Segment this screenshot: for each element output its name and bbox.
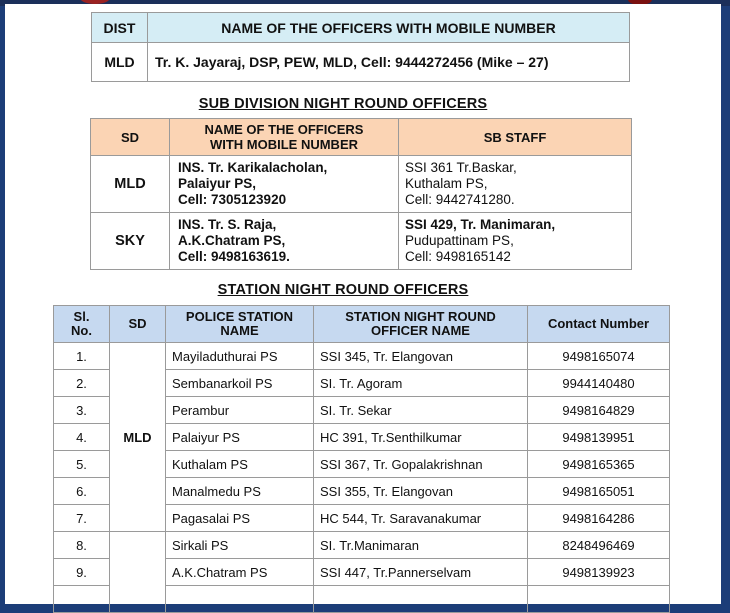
table-row — [91, 213, 632, 270]
dist-cell: MLD — [92, 43, 148, 82]
document-page — [5, 4, 721, 604]
table-row: 4. Palaiyur PS HC 391, Tr.Senthilkumar 9498139951 — [54, 424, 670, 451]
station-officer-table — [53, 305, 670, 613]
table-row: 6. Manalmedu PS SSI 355, Tr. Elangovan 9498165051 — [54, 478, 670, 505]
night-round-officer-header: STATION NIGHT ROUND OFFICER NAME — [314, 306, 528, 343]
section-title-station: STATION NIGHT ROUND OFFICERS — [217, 282, 469, 298]
table-row: 3. Perambur SI. Tr. Sekar 9498164829 — [54, 397, 670, 424]
sd-cell: MLD — [91, 156, 170, 213]
officer-cell: INS. Tr. Karikalacholan, Palaiyur PS, Cell: 7305123920 — [170, 156, 399, 213]
sd-cell: SKY — [91, 213, 170, 270]
sl-no-header: Sl. No. — [54, 306, 110, 343]
officer-header: NAME OF THE OFFICERS WITH MOBILE NUMBER — [170, 119, 399, 156]
table-row: 7. Pagasalai PS HC 544, Tr. Saravanakumar 9498164286 — [54, 505, 670, 532]
dist-header: DIST — [92, 13, 148, 43]
sd-group-cell — [110, 532, 166, 613]
table-row: 9. A.K.Chatram PS SSI 447, Tr.Pannerselvam 9498139923 — [54, 559, 670, 586]
police-station-header: POLICE STATION NAME — [166, 306, 314, 343]
table-row: 5. Kuthalam PS SSI 367, Tr. Gopalakrishnan 9498165365 — [54, 451, 670, 478]
table-row: 2. Sembanarkoil PS SI. Tr. Agoram 9944140480 — [54, 370, 670, 397]
district-officer-table — [91, 12, 630, 82]
officer-cell: Tr. K. Jayaraj, DSP, PEW, MLD, Cell: 9444272456 (Mike – 27) — [148, 43, 630, 82]
officer-cell: INS. Tr. S. Raja, A.K.Chatram PS, Cell: 9498163619. — [170, 213, 399, 270]
table-row — [91, 156, 632, 213]
sb-staff-cell: SSI 429, Tr. Manimaran, Pudupattinam PS, Cell: 9498165142 — [399, 213, 632, 270]
contact-number-header: Contact Number — [528, 306, 670, 343]
table-row: 1. MLD Mayiladuthurai PS SSI 345, Tr. Elangovan 9498165074 — [54, 343, 670, 370]
section-title-sub-division: SUB DIVISION NIGHT ROUND OFFICERS — [198, 96, 488, 112]
sub-division-table — [90, 118, 632, 270]
officer-header: NAME OF THE OFFICERS WITH MOBILE NUMBER — [148, 13, 630, 43]
sb-staff-header: SB STAFF — [399, 119, 632, 156]
table-row: 8. Sirkali PS SI. Tr.Manimaran 8248496469 — [54, 532, 670, 559]
sb-staff-cell: SSI 361 Tr.Baskar, Kuthalam PS, Cell: 9442741280. — [399, 156, 632, 213]
sd-group-cell: MLD — [110, 343, 166, 532]
sd-header: SD — [91, 119, 170, 156]
sd-header: SD — [110, 306, 166, 343]
